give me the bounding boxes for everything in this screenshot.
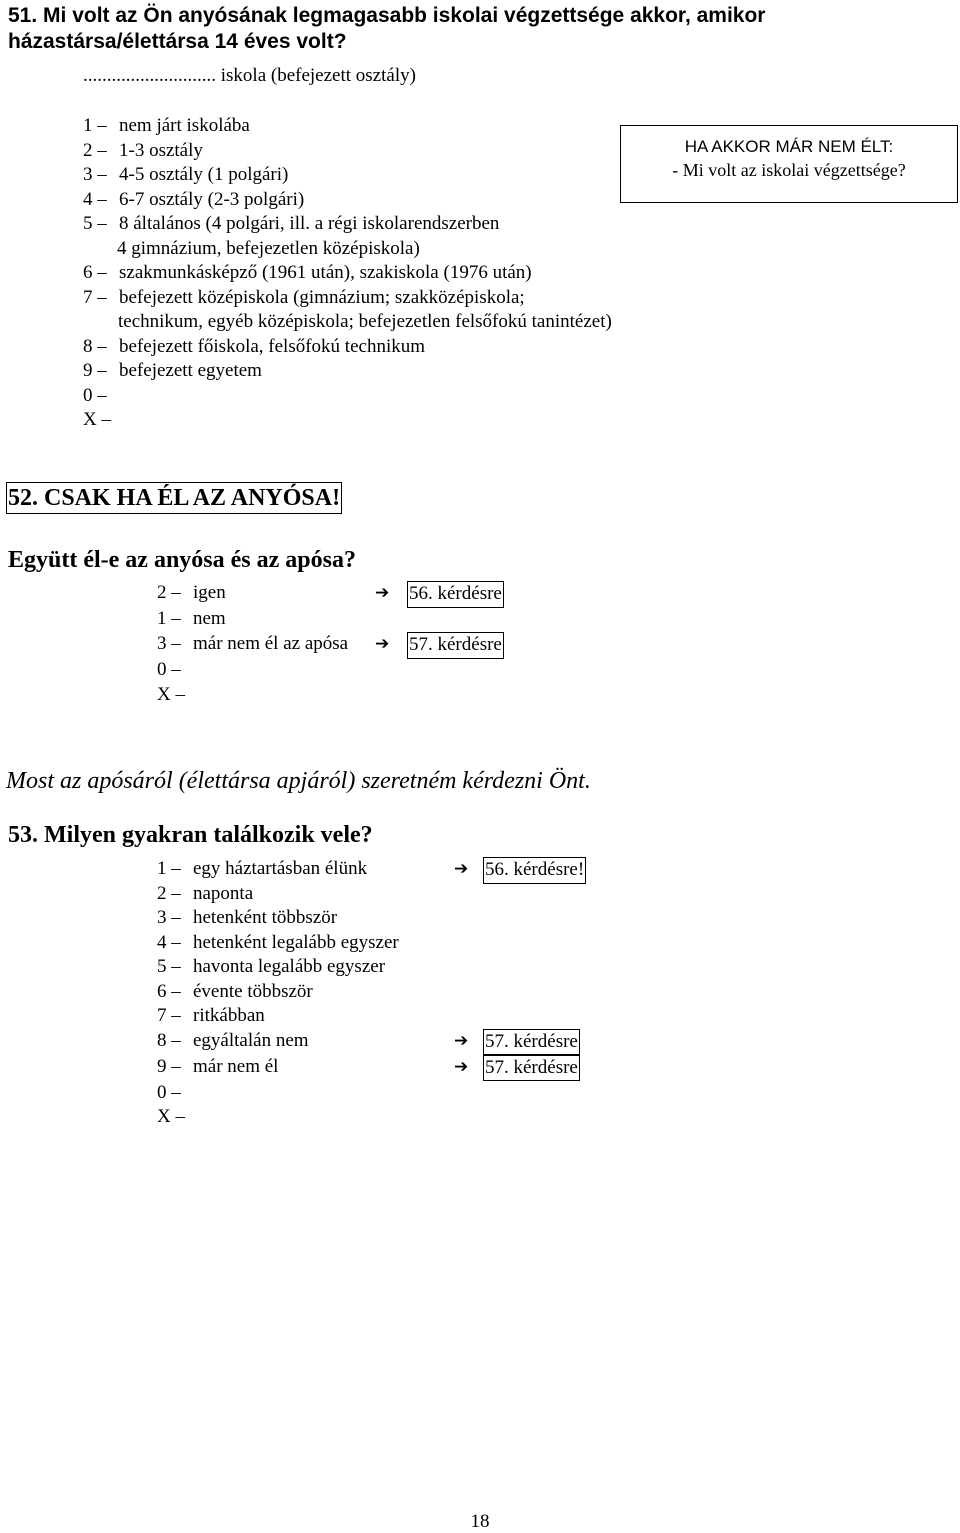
option-code: 6 – — [83, 262, 107, 283]
option-text: ritkábban — [193, 1005, 265, 1026]
option-continuation — [83, 237, 612, 262]
option-row[interactable] — [157, 980, 399, 1005]
option-code: 5 – — [83, 213, 107, 234]
option-text: szakmunkásképző (1961 után), szakiskola (1976 után) — [119, 262, 532, 283]
option-text: egyáltalán nem — [193, 1029, 309, 1051]
option-code: 6 – — [157, 980, 181, 1002]
option-row[interactable] — [157, 1081, 399, 1106]
q52-question: Együtt él-e az anyósa és az apósa? — [8, 547, 356, 573]
option-row[interactable] — [83, 261, 612, 286]
option-text: nem járt iskolába — [119, 115, 250, 136]
option-row[interactable] — [157, 906, 399, 931]
option-text: egy háztartásban élünk — [193, 858, 368, 879]
option-row[interactable] — [83, 139, 612, 164]
q53-title: 53. Milyen gyakran találkozik vele? — [8, 822, 373, 848]
option-row[interactable] — [83, 335, 612, 360]
note-line-2: - Mi volt az iskolai végzettsége? — [672, 160, 906, 180]
option-code: 1 – — [157, 858, 181, 879]
option-row[interactable] — [157, 607, 348, 633]
q52-header: 52. CSAK HA ÉL AZ ANYÓSA! — [6, 482, 342, 514]
option-row[interactable] — [83, 286, 612, 311]
option-code: 2 – — [83, 139, 107, 161]
option-code: 3 – — [83, 164, 107, 185]
option-row[interactable] — [157, 658, 348, 684]
intro-text: Most az apósáról (élettársa apjáról) szeretném kérdezni Önt. — [6, 768, 591, 794]
option-text: 4 gimnázium, befejezetlen középiskola) — [117, 237, 420, 259]
arrow-right-icon: ➔ — [454, 1030, 469, 1051]
option-text: 8 általános (4 polgári, ill. a régi iskolarendszerben — [119, 213, 500, 234]
option-row[interactable] — [157, 931, 399, 956]
page-number: 18 — [470, 1511, 490, 1532]
option-row[interactable] — [157, 1055, 578, 1081]
option-row[interactable] — [83, 408, 612, 433]
arrow-right-icon: ➔ — [454, 1056, 469, 1077]
option-text: hetenként legalább egyszer — [193, 931, 399, 953]
option-code: 9 – — [83, 360, 107, 381]
option-text: befejezett főiskola, felsőfokú technikum — [119, 335, 426, 357]
option-row[interactable] — [157, 632, 502, 658]
option-code: 8 – — [157, 1029, 181, 1051]
option-text: 6-7 osztály (2-3 polgári) — [119, 188, 305, 210]
option-row[interactable] — [157, 683, 348, 709]
option-code: 3 – — [157, 907, 181, 928]
skip-instruction: 57. kérdésre — [407, 632, 504, 659]
option-text: 4-5 osztály (1 polgári) — [119, 164, 289, 185]
skip-instruction: 57. kérdésre — [483, 1055, 580, 1082]
option-code: 3 – — [157, 633, 181, 654]
option-code: 7 – — [83, 286, 107, 308]
option-row[interactable] — [157, 1105, 399, 1130]
option-code: 9 – — [157, 1055, 181, 1077]
option-text: 1-3 osztály — [119, 139, 203, 161]
option-code: 1 – — [157, 607, 181, 629]
q53-options — [157, 857, 585, 1130]
arrow-right-icon: ➔ — [375, 583, 390, 603]
option-continuation — [83, 310, 612, 335]
option-text: befejezett középiskola (gimnázium; szakközépiskola; — [119, 286, 525, 308]
option-row[interactable] — [157, 1004, 399, 1029]
option-row[interactable] — [157, 1029, 578, 1055]
option-code: X – — [83, 409, 111, 430]
option-row[interactable] — [83, 212, 612, 237]
option-text: technikum, egyéb középiskola; befejezetlen felsőfokú tanintézet) — [118, 311, 612, 332]
option-text: igen — [193, 582, 226, 603]
skip-instruction: 56. kérdésre — [407, 581, 504, 608]
option-row[interactable] — [83, 188, 612, 213]
option-row[interactable] — [83, 114, 612, 139]
option-text: már nem él — [193, 1055, 279, 1077]
option-row[interactable] — [83, 359, 612, 384]
option-text: naponta — [193, 882, 254, 904]
option-code: 0 – — [157, 658, 181, 680]
option-row[interactable] — [157, 581, 502, 607]
option-code: 8 – — [83, 335, 107, 357]
option-code: 7 – — [157, 1005, 181, 1026]
option-code: 5 – — [157, 956, 181, 977]
option-code: X – — [157, 684, 185, 705]
option-row[interactable] — [157, 955, 399, 980]
q52-options — [157, 581, 502, 709]
option-code: 0 – — [83, 384, 107, 406]
q51-note-box — [620, 125, 958, 203]
option-code: 2 – — [157, 882, 181, 904]
option-code: 4 – — [157, 931, 181, 953]
option-code: 1 – — [83, 115, 107, 136]
option-row[interactable] — [83, 384, 612, 409]
q51-title-line2: házastársa/élettársa 14 éves volt? — [8, 30, 347, 53]
option-text: már nem él az apósa — [193, 633, 349, 654]
q51-title-line1: 51. Mi volt az Ön anyósának legmagasabb iskolai végzettsége akkor, amikor — [8, 4, 766, 27]
option-code: 4 – — [83, 188, 107, 210]
option-text: hetenként többször — [193, 907, 338, 928]
q51-options — [83, 114, 612, 433]
option-code: 0 – — [157, 1081, 181, 1103]
note-line-1: HA AKKOR MÁR NEM ÉLT: — [684, 137, 894, 156]
option-row[interactable] — [83, 163, 612, 188]
arrow-right-icon: ➔ — [454, 859, 469, 879]
arrow-right-icon: ➔ — [375, 634, 390, 654]
option-code: X – — [157, 1106, 185, 1127]
option-text: havonta legalább egyszer — [193, 956, 386, 977]
q51-answer-line: ............................ iskola (befejezett osztály) — [83, 65, 416, 86]
skip-instruction: 56. kérdésre! — [483, 857, 586, 884]
option-row[interactable] — [157, 857, 585, 882]
option-code: 2 – — [157, 582, 181, 603]
option-row[interactable] — [157, 882, 399, 907]
option-text: évente többször — [193, 980, 313, 1002]
option-text: nem — [193, 607, 226, 629]
skip-instruction: 57. kérdésre — [483, 1029, 580, 1056]
option-text: befejezett egyetem — [119, 360, 262, 381]
